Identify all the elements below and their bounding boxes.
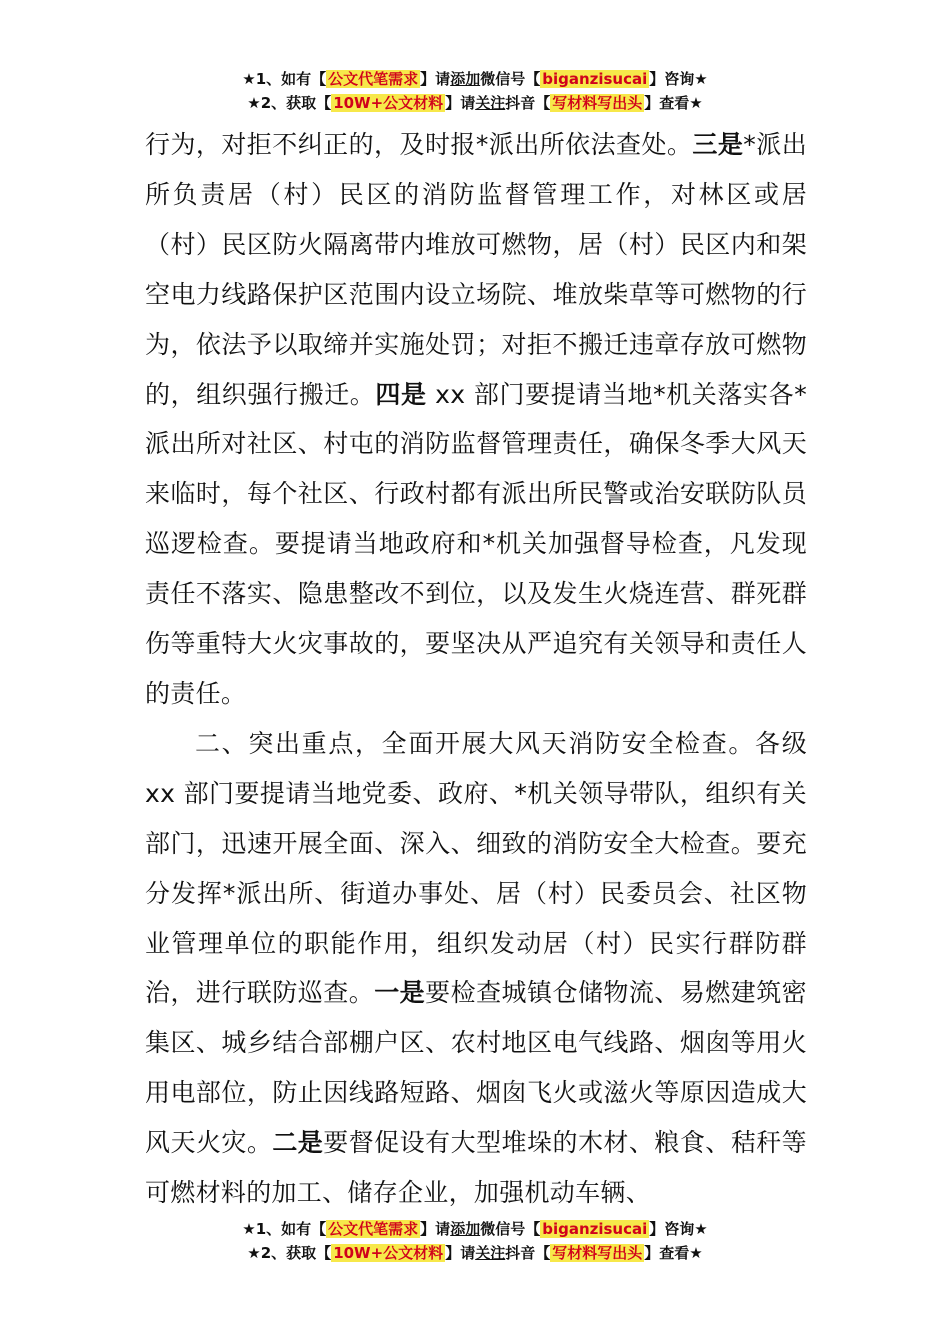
underlined-text: 关注 (475, 94, 506, 112)
header-text: ★1、如有【 (242, 70, 327, 88)
header-line-1 (0, 67, 950, 91)
footer-text: 】请 (420, 1220, 451, 1238)
header-text: 微信号【 (480, 70, 541, 88)
footer-text: 微信号【 (480, 1220, 541, 1238)
footer-text: 】请 (445, 1244, 476, 1262)
body-text: xx 部门要提请当地*机关落实各*派出所对社区、村屯的消防监督管理责任，确保冬季大风天来临时，每个社区、行政村都有派出所民警或治安联防队员巡逻检查。要提请当地政府和*机关加强督导检查，凡发现责任不落实、隐患整改不到位，以及发生火烧连营、群死群伤等重特大火灾事故的，要坚决从严追究有关领导和责任人的责任。 (145, 379, 807, 708)
body-text: *派出所负责居（村）民区的消防监督管理工作，对林区或居（村）民区防火隔离带内堆放可燃物，居（村）民区内和架空电力线路保护区范围内设立场院、堆放柴草等可燃物的行为，依法予以取缔并实施处罚；对拒不搬迁违章存放可燃物的，组织强行搬迁。 (145, 130, 807, 409)
header-text: 】查看★ (644, 94, 703, 112)
underlined-text: 添加 (450, 70, 481, 88)
footer-text: ★1、如有【 (242, 1220, 327, 1238)
underlined-text: 添加 (450, 1220, 481, 1238)
footer-text: 】咨询★ (649, 1220, 708, 1238)
body-text: 要督促设有大型堆垛的木材、粮食、秸秆等可燃材料的加工、储存企业，加强机动车辆、 (145, 1128, 807, 1208)
bold-marker: 三是 (692, 130, 744, 159)
header-banner (0, 67, 950, 115)
header-text: ★2、获取【 (247, 94, 332, 112)
document-body (145, 120, 807, 1218)
highlight-materials: 10W+公文材料 (333, 94, 444, 112)
highlight-service: 公文代笔需求 (328, 1220, 419, 1238)
highlight-service: 公文代笔需求 (328, 70, 419, 88)
bold-marker: 二是 (272, 1128, 324, 1158)
highlight-materials: 10W+公文材料 (333, 1244, 444, 1262)
header-text: 】咨询★ (649, 70, 708, 88)
footer-text: 抖音【 (505, 1244, 551, 1262)
underlined-text: 关注 (475, 1244, 506, 1262)
header-text: 抖音【 (505, 94, 551, 112)
header-line-2 (0, 91, 950, 115)
footer-text: 】查看★ (644, 1244, 703, 1262)
footer-line-1 (0, 1217, 950, 1241)
bold-marker: 一是 (374, 978, 426, 1008)
highlight-douyin: 写材料写出头 (552, 94, 643, 112)
header-text: 】请 (420, 70, 451, 88)
paragraph-1 (145, 120, 807, 719)
body-text: 要检查城镇仓储物流、易燃建筑密集区、城乡结合部棚户区、农村地区电气线路、烟囱等用火用电部位，防止因线路短路、烟囱飞火或滋火等原因造成大风天火灾。 (145, 978, 807, 1158)
highlight-wechat-id: biganzisucai (542, 70, 648, 88)
paragraph-2 (145, 719, 807, 1218)
footer-banner (0, 1217, 950, 1265)
bold-marker: 四是 (375, 379, 427, 409)
highlight-douyin: 写材料写出头 (552, 1244, 643, 1262)
header-text: 】请 (445, 94, 476, 112)
footer-text: ★2、获取【 (247, 1244, 332, 1262)
highlight-wechat-id: biganzisucai (542, 1220, 648, 1238)
footer-line-2 (0, 1241, 950, 1265)
body-text: 二、突出重点，全面开展大风天消防安全检查。各级 xx 部门要提请当地党委、政府、*机关领导带队，组织有关部门，迅速开展全面、深入、细致的消防安全大检查。要充分发挥*派出所、街道办事处、居（村）民委员会、社区物业管理单位的职能作用，组织发动居（村）民实行群防群治，进行联防巡查。 (145, 728, 807, 1008)
body-text: 行为，对拒不纠正的，及时报*派出所依法查处。 (145, 130, 693, 159)
